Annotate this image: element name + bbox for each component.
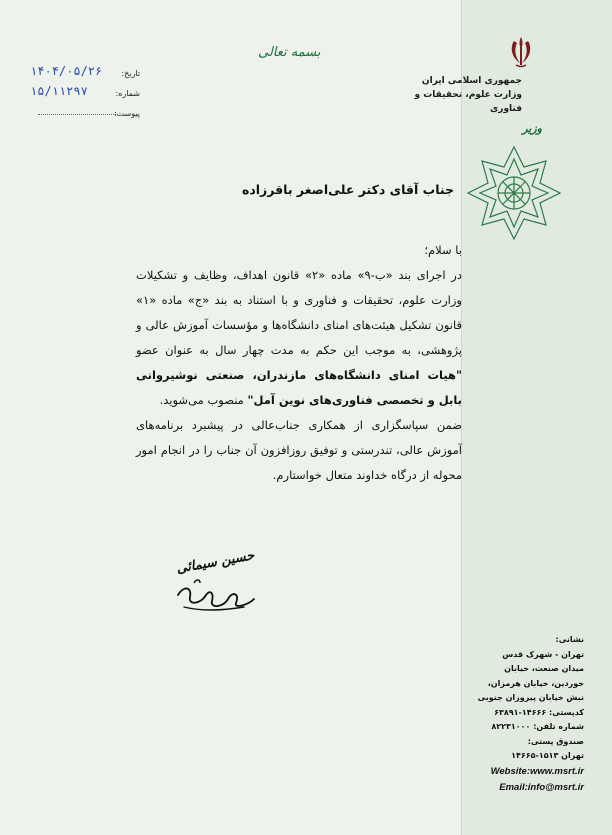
letter-meta [30, 64, 140, 124]
paragraph-closing: ضمن سپاسگزاری از همکاری جناب‌عالی در پیشبرد برنامه‌های آموزش عالی، تندرستی و توفیق روزافزون آن جناب را در انجام امور محوله از درگاه خداوند متعال خواستارم. [136, 418, 462, 482]
date-value: ۱۴۰۴/۰۵/۲۶ [30, 64, 103, 78]
islamic-star-ornament-icon [466, 145, 562, 241]
minister-title: وزیر [522, 122, 542, 135]
address-line-3: خوردین، خیابان هرمزان، [487, 678, 584, 688]
address-label: نشانی: [555, 635, 584, 644]
paragraph-appointment [136, 263, 462, 413]
address-line-1: تهران - شهرک قدس [502, 649, 584, 659]
phone-number: شماره تلفن: ۸۲۲۳۱۰۰۰ [491, 722, 584, 731]
recipient-name: جناب آقای دکتر علی‌اصغر باقرزاده [241, 182, 454, 197]
attachment-line [38, 114, 116, 115]
number-row [30, 84, 140, 104]
email-link[interactable]: Email:info@msrt.ir [499, 782, 584, 793]
board-name: "هیات امنای دانشگاه‌های مازندران، صنعتی نوشیروانی بابل و تخصصی فناوری‌های نوین آمل" [136, 368, 462, 407]
postal-code: کدپستی: ۱۴۶۶۶-۶۳۸۹۱ [494, 707, 584, 717]
letterhead-text [382, 74, 522, 116]
number-value: ۱۵/۱۱۲۹۷ [30, 84, 88, 98]
date-label: تاریخ: [121, 69, 140, 78]
basmala-heading: بسمه تعالی [258, 45, 321, 60]
address-line-4: نبش خیابان پیروزان جنوبی [477, 693, 584, 702]
handwritten-signature-icon [170, 565, 262, 615]
address-line-2: میدان صنعت، خیابان [504, 664, 584, 673]
number-label: شماره: [115, 89, 140, 98]
signer-name: حسین سیمائی [175, 548, 256, 577]
website-link[interactable]: Website:www.msrt.ir [490, 765, 584, 777]
appointment-end: منصوب می‌شوید. [159, 393, 248, 407]
contact-address [454, 633, 584, 796]
iran-emblem-icon [506, 35, 536, 69]
pobox-label: صندوق پستی: [527, 736, 584, 746]
attachment-label: پیوست: [113, 109, 140, 118]
ministry-name: وزارت علوم، تحقیقات و فناوری [414, 90, 522, 114]
greeting: با سلام؛ [424, 243, 462, 257]
letter-body [136, 238, 462, 488]
pobox-value: تهران ۱۵۱۳-۱۴۶۶۵ [511, 751, 584, 760]
attachment-row [30, 104, 140, 124]
appointment-text: در اجرای بند «ب-۹» ماده «۲» قانون اهداف، وظایف و تشکیلات وزارت علوم، تحقیقات و فناوری و با استناد به بند «ج» ماده «۱» قانون تشکیل هیئت‌های امنای دانشگاه‌ها و مؤسسات آموزش عالی و پژوهشی، به موجب این حکم به مدت چهار سال به عنوان عضو [136, 268, 462, 357]
country-name: جمهوری اسلامی ایران [421, 76, 522, 86]
